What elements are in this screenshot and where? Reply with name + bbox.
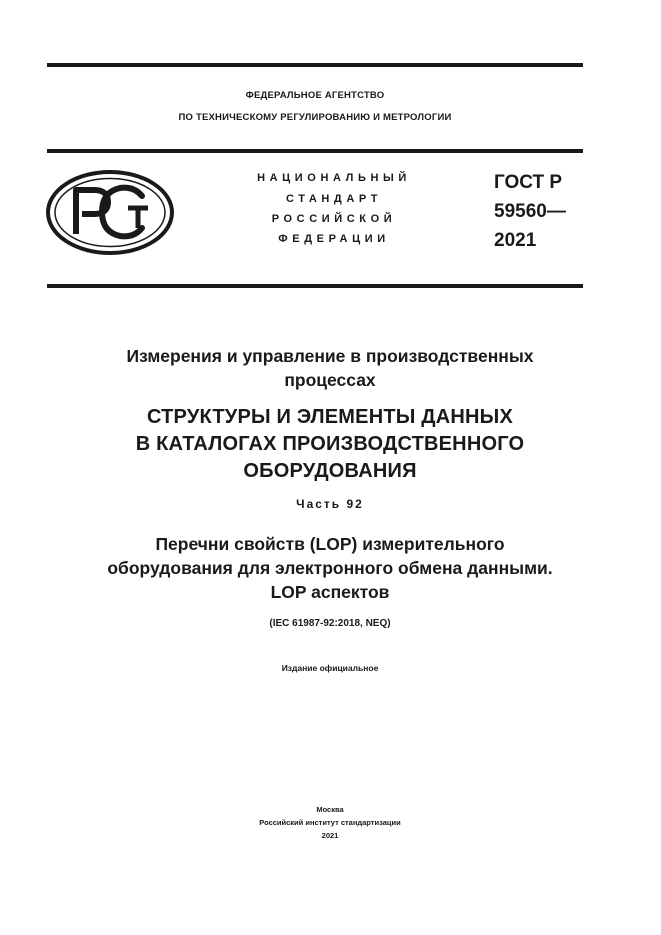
title-line1: СТРУКТУРЫ И ЭЛЕМЕНТЫ ДАННЫХ [147,406,513,428]
edition-label: Издание официальное [281,663,379,673]
subtitle-line1: Измерения и управление в производственных [126,346,534,366]
publisher-name: Российский институт стандартизации [259,818,401,827]
publication-year: 2021 [321,831,339,840]
agency-name-line2: ПО ТЕХНИЧЕСКОМУ РЕГУЛИРОВАНИЮ И МЕТРОЛОГИИ [178,112,452,123]
part-title-line2: оборудования для электронного обмена данными. [107,558,553,578]
iec-reference: (IEC 61987-92:2018, NEQ) [269,618,391,629]
part-title [20,532,640,604]
document-subtitle [20,344,640,392]
title-line3: ОБОРУДОВАНИЯ [243,460,417,482]
title-line2: В КАТАЛОГАХ ПРОИЗВОДСТВЕННОГО [135,433,525,455]
national-standard-line4: ФЕДЕРАЦИИ [278,233,390,245]
gost-designation-line1: ГОСТ Р [494,172,563,193]
header-rule [47,149,583,153]
standard-block-rule [47,284,583,288]
part-number: Часть 92 [296,497,364,511]
top-rule [47,63,583,67]
national-standard-line3: РОССИЙСКОЙ [271,213,397,225]
national-standard-line1: НАЦИОНАЛЬНЫЙ [257,172,411,184]
publisher-city: Москва [316,805,344,814]
document-title [20,404,640,485]
gost-designation-line2: 59560— [494,201,566,222]
gost-designation-line3: 2021 [494,230,537,251]
national-standard-line2: СТАНДАРТ [285,193,383,205]
part-title-line1: Перечни свойств (LOP) измерительного [155,534,505,554]
subtitle-line2: процессах [284,370,376,390]
agency-name-line1: ФЕДЕРАЛЬНОЕ АГЕНТСТВО [245,90,385,101]
rst-certification-mark-icon [46,170,174,255]
part-title-line3: LOP аспектов [270,582,390,602]
